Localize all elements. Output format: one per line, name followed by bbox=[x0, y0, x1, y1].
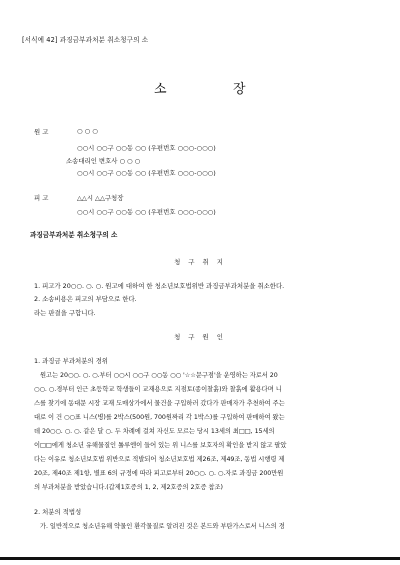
body-line: 데 20○○. ○. ○. 같은 달 ○. 두 차례에 걸쳐 자신도 모르는 당시 13세의 최□□, 15세의 bbox=[34, 428, 275, 435]
claim-purpose-item: 1. 피고가 20○○. ○. ○. 원고에 대하여 한 청소년보호법위반 과징금부과처분을 취소한다. bbox=[34, 282, 285, 290]
form-label: [서식예 42] 과징금부과처분 취소청구의 소 bbox=[22, 36, 149, 44]
body-line: 가. 일반적으로 청소년유해 약물인 환각물질로 알려진 것은 본드와 부탄가스로서 니스의 경 bbox=[40, 523, 285, 530]
title-char-right: 장 bbox=[233, 82, 246, 97]
defendant-label: 피 고 bbox=[34, 194, 49, 202]
section-title: 2. 처분의 적법성 bbox=[34, 508, 82, 516]
body-line: ○○. ○.경부터 인근 초등학교 학생들이 교재용으로 지점토(종이찰흙)와 찰흙에 활용다며 니 bbox=[34, 386, 282, 393]
body-line: 원고는 20○○. ○. ○.부터 ○○시 ○○구 ○○동 ○○ '☆☆문구점'을 운영하는 자로서 20 bbox=[40, 372, 278, 379]
case-name: 과징금부과처분 취소청구의 소 bbox=[30, 231, 118, 239]
defendant-address: ○○시 ○○구 ○○동 ○○ (우편번호 ○○○-○○○) bbox=[77, 208, 216, 216]
plaintiff-name: ○ ○ ○ bbox=[77, 127, 98, 135]
plaintiff-agent-address: ○○시 ○○구 ○○동 ○○ (우편번호 ○○○-○○○) bbox=[77, 169, 216, 177]
plaintiff-agent: 소송대리인 변호사 ○ ○ ○ bbox=[66, 157, 141, 165]
claim-purpose-item: 2. 소송비용은 피고의 부담으로 한다. bbox=[34, 295, 137, 303]
section-title: 1. 과징금 부과처분의 경위 bbox=[34, 357, 108, 365]
claim-purpose-item: 라는 판결을 구합니다. bbox=[34, 309, 96, 317]
body-line: 의 부과처분을 받았습니다.(갑제1호증의 1, 2, 제2호증의 2호증 참조) bbox=[34, 484, 223, 491]
body-line: 다는 이유로 청소년보호법 위반으로 적발되어 청소년보호법 제26조, 제49조, 동법 시행령 제 bbox=[34, 456, 285, 463]
body-line: 대로 이 건 ○○표 니스(병)를 2박스(500원, 700원짜리 각 1박스)를 구입하여 판매하여 왔는 bbox=[34, 414, 285, 421]
body-line: 스를 찾기에 동대문 시장 교재 도매상가에서 물건을 구입하러 갔다가 판매자가 추천하여 주는 bbox=[34, 400, 285, 407]
plaintiff-address: ○○시 ○○구 ○○동 ○○ (우편번호 ○○○-○○○) bbox=[77, 144, 216, 152]
defendant-name: △△시 △△구청장 bbox=[77, 194, 124, 202]
body-line: 이□□에게 청소년 유해물질인 톨루엔이 들어 있는 위 니스를 보호자의 확인을 받지 않고 팔았 bbox=[34, 442, 287, 449]
page-bottom-rule bbox=[0, 557, 400, 560]
claim-purpose-heading: 청 구 취 지 bbox=[174, 258, 226, 266]
title-char-left: 소 bbox=[154, 82, 167, 97]
claim-cause-heading: 청 구 원 인 bbox=[174, 333, 226, 341]
body-line: 20조, 제40조 제1항, 별표 6의 규정에 따라 피고로부터 20○○. ○. ○.자로 과징금 200만원 bbox=[34, 470, 284, 477]
plaintiff-label: 원 고 bbox=[34, 128, 49, 136]
